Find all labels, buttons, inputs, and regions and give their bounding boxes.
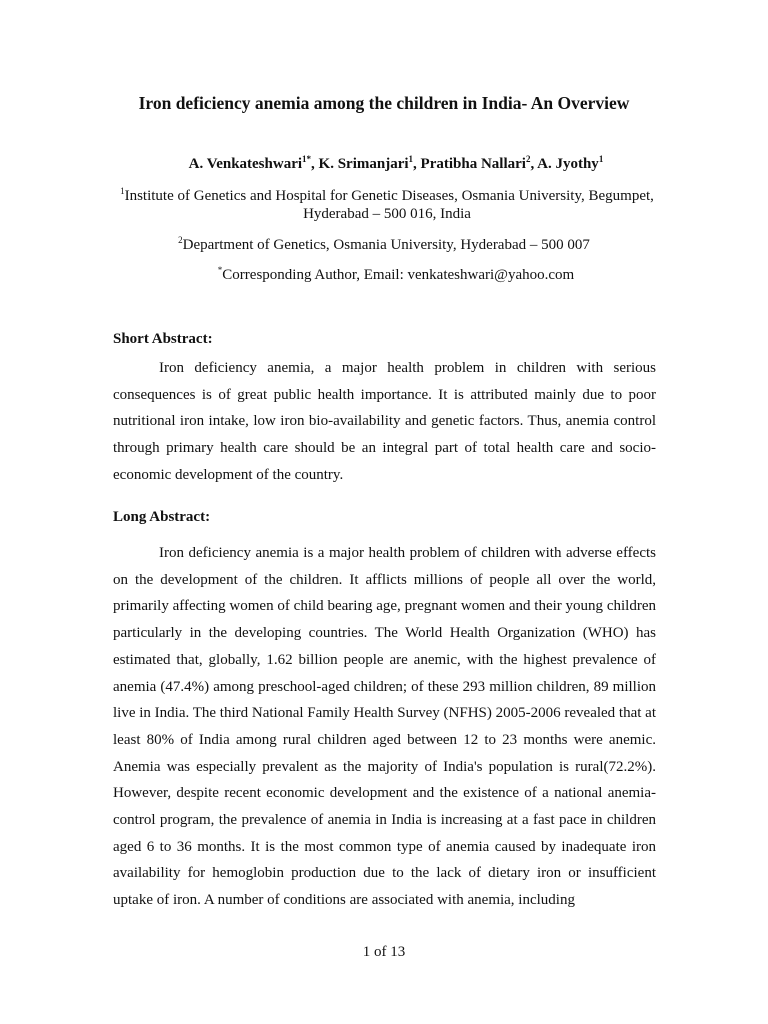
corresponding-mark: *	[217, 265, 223, 275]
author-affiliation-mark: 1*	[302, 154, 312, 164]
long-abstract-text: Iron deficiency anemia is a major health problem of children with adverse effects on the development of the children. It afflicts millions of people all over the world, primarily affecting women of child bearing age, pregnant women and their young children particularly in the developing countries. The World Health Organization (WHO) has estimated that, globally, 1.62 billion people are anemic, with the highest prevalence of anemia (47.4%) among preschool-aged children; of these 293 million children, 89 million live in India. The third National Family Health Survey (NFHS) 2005-2006 revealed that at least 80% of India among rural children aged between 12 to 23 months were anemic. Anemia was especially prevalent as the majority of India's population is rural(72.2%). However, despite recent economic development and the existence of a national anemia-control program, the prevalence of anemia in India is increasing at a fast pace in children aged 6 to 36 months. It is the most common type of anemia caused by inadequate iron availability for hemoglobin production due to the lack of dietary iron or insufficient uptake of iron. A number of conditions are associated with anemia, including	[113, 545, 656, 909]
author-affiliation-mark: 1	[408, 154, 414, 164]
affiliation-mark: 2	[178, 235, 183, 245]
short-abstract-heading: Short Abstract:	[113, 331, 213, 347]
author-name: Pratibha Nallari	[420, 156, 526, 172]
author-name: A. Venkateshwari	[188, 156, 303, 172]
affiliation-1	[0, 187, 768, 223]
author-name: A. Jyothy	[537, 156, 599, 172]
author-name: K. Srimanjari	[318, 156, 409, 172]
author-list	[0, 154, 768, 174]
author-separator: ,	[530, 156, 538, 172]
author-separator: ,	[413, 156, 421, 172]
paper-title: Iron deficiency anemia among the children in India- An Overview	[138, 93, 630, 113]
author-affiliation-mark: 2	[525, 154, 531, 164]
short-abstract-text: Iron deficiency anemia, a major health problem in children with serious consequences is of great public health importance. It is attributed mainly due to poor nutritional iron intake, low iron bio-availability and genetic factors. Thus, anemia control through primary health care should be an integral part of total health care and socio-economic development of the country.	[113, 360, 656, 483]
affiliation-mark: 1	[120, 186, 125, 196]
page-number: 1 of 13	[362, 944, 406, 960]
author	[319, 156, 421, 172]
author	[537, 156, 603, 172]
long-abstract-heading: Long Abstract:	[113, 509, 211, 525]
corresponding-author	[0, 266, 768, 284]
affiliation-text: Institute of Genetics and Hospital for Genetic Diseases, Osmania University, Begumpet, Hyderabad – 500 016, India	[124, 188, 654, 222]
author-separator: ,	[311, 156, 319, 172]
author	[189, 156, 319, 172]
author-affiliation-mark: 1	[598, 154, 604, 164]
affiliation-2	[0, 236, 768, 254]
author	[421, 156, 538, 172]
affiliation-text: Department of Genetics, Osmania University, Hyderabad – 500 007	[182, 237, 590, 253]
corresponding-text: Corresponding Author, Email: venkateshwari@yahoo.com	[222, 267, 575, 283]
